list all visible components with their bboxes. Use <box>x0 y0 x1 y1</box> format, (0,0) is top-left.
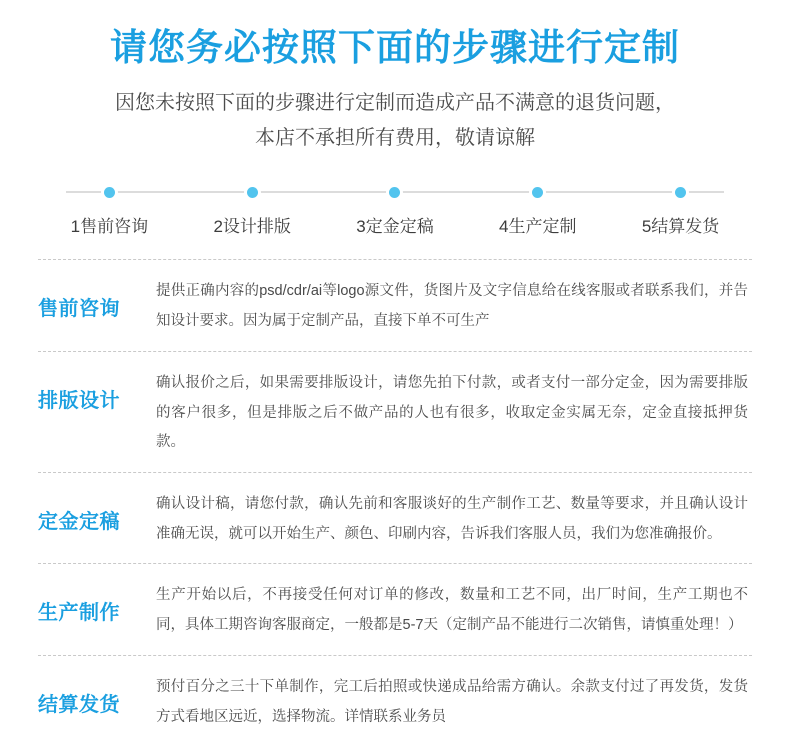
section-text: 提供正确内容的psd/cdr/ai等logo源文件，货图片及文字信息给在线客服或者联系我们，并告知设计要求。因为属于定制产品，直接下单不可生产 <box>156 283 748 330</box>
step-label-1: 1售前咨询 <box>70 217 149 237</box>
subtitle-line-2: 本店不承担所有费用，敬请谅解 <box>255 127 535 150</box>
section-row <box>38 655 752 746</box>
step-dot-icon <box>247 187 258 198</box>
step-label-3: 3定金定稿 <box>356 217 434 237</box>
step-dot-cell-4 <box>466 182 609 202</box>
page-title: 请您务必按照下面的步骤进行定制 <box>110 27 680 68</box>
step-dot-cell-1 <box>38 182 181 202</box>
step-dot-cell-5 <box>609 182 752 202</box>
section-title: 结算发货 <box>38 693 120 716</box>
step-label-2: 2设计排版 <box>213 217 291 237</box>
section-text: 确认报价之后，如果需要排版设计，请您先拍下付款，或者支付一部分定金，因为需要排版的客户很多，但是排版之后不做产品的人也有很多，收取定金实属无奈，定金直接抵押货款。 <box>156 374 748 451</box>
step-dot-cell-2 <box>181 182 324 202</box>
section-text: 确认设计稿，请您付款，确认先前和客服谈好的生产制作工艺、数量等要求，并且确认设计准确无误，就可以开始生产、颜色、印刷内容，告诉我们客服人员，我们为您准确报价。 <box>156 495 748 542</box>
subtitle-line-1: 因您未按照下面的步骤进行定制而造成产品不满意的退货问题， <box>115 92 675 115</box>
section-row <box>38 351 752 472</box>
section-row <box>38 563 752 654</box>
steps-dots <box>38 182 752 202</box>
steps-bar <box>0 182 790 237</box>
page-subtitle <box>0 86 790 156</box>
section-title: 定金定稿 <box>38 510 120 533</box>
step-dot-icon <box>675 187 686 198</box>
step-dot-icon <box>104 187 115 198</box>
section-row <box>38 259 752 350</box>
section-text: 生产开始以后，不再接受任何对订单的修改，数量和工艺不同，出厂时间，生产工期也不同，具体工期咨询客服商定，一般都是5-7天（定制产品不能进行二次销售，请慎重处理！） <box>156 587 748 634</box>
step-label-5: 5结算发货 <box>641 217 720 237</box>
section-title: 生产制作 <box>38 602 120 625</box>
step-dot-icon <box>389 187 400 198</box>
sections-list <box>0 259 790 746</box>
section-title: 售前咨询 <box>38 298 120 321</box>
step-label-4: 4生产定制 <box>499 217 577 237</box>
section-title: 排版设计 <box>38 389 120 412</box>
step-labels <box>38 212 752 237</box>
step-dot-cell-3 <box>324 182 467 202</box>
section-text: 预付百分之三十下单制作，完工后拍照或快递成品给需方确认。余款支付过了再发货，发货方式看地区远近，选择物流。详情联系业务员 <box>156 678 748 725</box>
section-row <box>38 472 752 563</box>
steps-track <box>38 182 752 202</box>
step-dot-icon <box>532 187 543 198</box>
